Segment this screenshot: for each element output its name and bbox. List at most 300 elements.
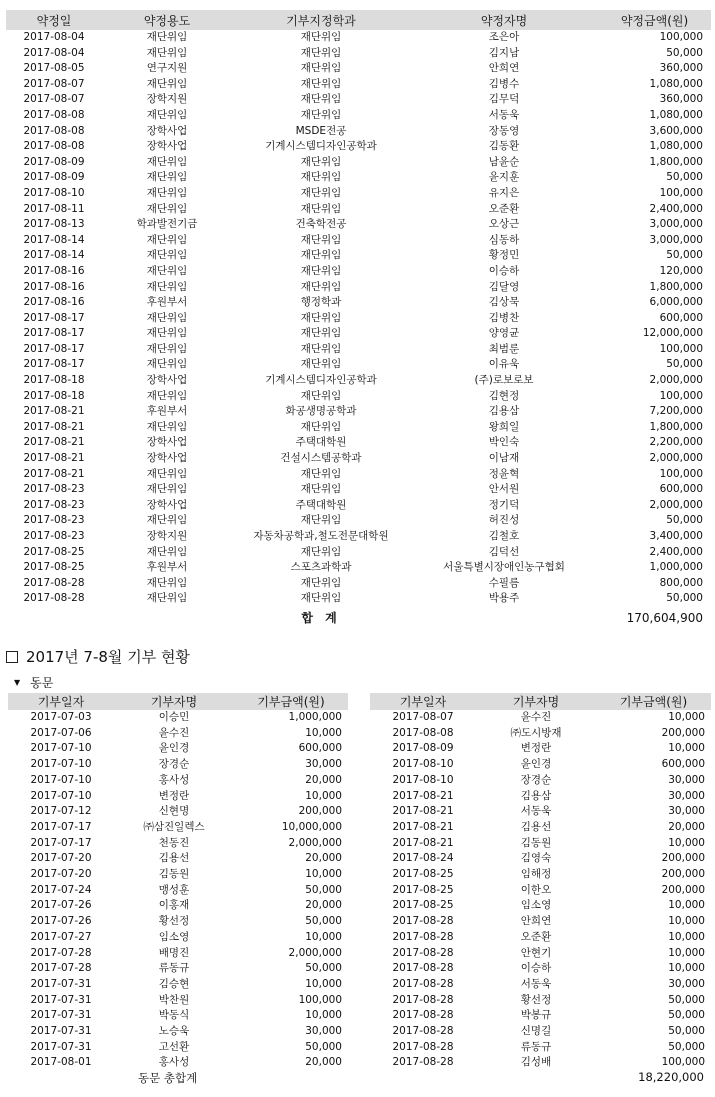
donation-date-cell: 2017-08-10 bbox=[392, 758, 454, 771]
pledge-purpose-cell: 재단위임 bbox=[146, 545, 188, 558]
table-row bbox=[8, 977, 348, 993]
table-row bbox=[6, 435, 711, 451]
pledge-amount-cell: 1,080,000 bbox=[649, 140, 703, 153]
table-row bbox=[370, 867, 711, 883]
pledge-purpose-cell: 학과발전기금 bbox=[136, 218, 198, 231]
table-row bbox=[370, 836, 711, 852]
pledge-total-value: 170,604,900 bbox=[626, 610, 703, 625]
pledge-purpose-cell: 장학사업 bbox=[146, 140, 188, 153]
table-row bbox=[8, 914, 348, 930]
pledge-purpose-cell: 재단위임 bbox=[146, 233, 188, 246]
table-row bbox=[6, 295, 711, 311]
designated-dept-cell: 재단위임 bbox=[300, 62, 342, 75]
donor-name-cell: 김동원 bbox=[158, 868, 190, 881]
donation-date-cell: 2017-08-25 bbox=[392, 899, 454, 912]
donor-name-cell: 오준환 bbox=[520, 930, 552, 943]
table-row bbox=[370, 946, 711, 962]
donor-name-cell: 박봉규 bbox=[520, 1009, 552, 1022]
designated-dept-cell: 재단위임 bbox=[300, 233, 342, 246]
pledge-date-cell: 2017-08-28 bbox=[23, 576, 85, 589]
table-row bbox=[6, 451, 711, 467]
total-spacer bbox=[410, 607, 598, 629]
pledge-date-cell: 2017-08-07 bbox=[23, 77, 85, 90]
pledge-purpose-cell: 장학지원 bbox=[146, 93, 188, 106]
pledger-name-cell: 김무덕 bbox=[488, 93, 520, 106]
donor-name-cell: 박찬원 bbox=[158, 993, 190, 1006]
designated-dept-cell: 행정학과 bbox=[300, 296, 342, 309]
table-row bbox=[8, 898, 348, 914]
donor-name-cell: 김성배 bbox=[520, 1056, 552, 1069]
donor-name-cell: 김승현 bbox=[158, 977, 190, 990]
designated-dept-cell: MSDE전공 bbox=[295, 124, 347, 137]
total-spacer bbox=[6, 607, 102, 629]
donation-date-cell: 2017-08-28 bbox=[392, 1025, 454, 1038]
table-row bbox=[370, 710, 711, 726]
donation-date-cell: 2017-07-10 bbox=[30, 758, 92, 771]
donation-amount-cell: 30,000 bbox=[668, 805, 705, 818]
pledger-name-cell: 윤지훈 bbox=[488, 171, 520, 184]
donation-date-cell: 2017-08-21 bbox=[392, 820, 454, 833]
sub-heading bbox=[14, 674, 53, 691]
donation-date-cell: 2017-07-06 bbox=[30, 726, 92, 739]
pledge-purpose-cell: 재단위임 bbox=[146, 171, 188, 184]
table-row bbox=[8, 883, 348, 899]
designated-dept-cell: 재단위임 bbox=[300, 389, 342, 402]
pledge-purpose-cell: 재단위임 bbox=[146, 46, 188, 59]
pledge-date-cell: 2017-08-18 bbox=[23, 374, 85, 387]
donation-date-cell: 2017-08-10 bbox=[392, 773, 454, 786]
donation-amount-cell: 50,000 bbox=[305, 1040, 342, 1053]
donation-amount-cell: 10,000 bbox=[305, 868, 342, 881]
pledge-purpose-cell: 재단위임 bbox=[146, 31, 188, 43]
table-row bbox=[8, 757, 348, 773]
pledge-date-cell: 2017-08-16 bbox=[23, 264, 85, 277]
pledger-name-cell: 이남재 bbox=[488, 452, 520, 465]
donor-name-cell: 윤수진 bbox=[158, 726, 190, 739]
donor-name-cell: ㈜삼진일렉스 bbox=[143, 820, 205, 833]
pledge-purpose-cell: 재단위임 bbox=[146, 280, 188, 293]
donor-name-cell: 류동규 bbox=[520, 1040, 552, 1053]
donor-name-cell: 이한오 bbox=[520, 883, 552, 896]
pledge-purpose-cell: 재단위임 bbox=[146, 155, 188, 168]
table-row bbox=[8, 804, 348, 820]
header-donor-name: 기부자명 bbox=[476, 693, 596, 710]
donation-amount-cell: 30,000 bbox=[668, 789, 705, 802]
designated-dept-cell: 재단위임 bbox=[300, 545, 342, 558]
table-row bbox=[6, 217, 711, 233]
pledge-purpose-cell: 재단위임 bbox=[146, 249, 188, 262]
pledge-amount-cell: 3,400,000 bbox=[649, 530, 703, 542]
pledger-name-cell: 박용주 bbox=[488, 592, 520, 605]
table-row bbox=[8, 726, 348, 742]
table-row bbox=[8, 836, 348, 852]
header-designated-dept: 기부지정학과 bbox=[232, 10, 410, 30]
pledger-name-cell: 서울특별시장애인농구협회 bbox=[443, 561, 565, 574]
designated-dept-cell: 재단위임 bbox=[300, 514, 342, 527]
pledger-name-cell: 이승하 bbox=[488, 264, 520, 277]
donation-amount-cell: 10,000 bbox=[668, 915, 705, 928]
pledge-amount-cell: 1,080,000 bbox=[649, 108, 703, 121]
pledge-amount-cell: 2,000,000 bbox=[649, 374, 703, 387]
donation-amount-cell: 200,000 bbox=[661, 852, 705, 865]
pledge-amount-cell: 50,000 bbox=[666, 358, 703, 371]
table-row bbox=[6, 30, 711, 46]
pledge-date-cell: 2017-08-23 bbox=[23, 514, 85, 527]
pledger-name-cell: 김용삼 bbox=[488, 405, 520, 418]
pledge-purpose-cell: 후원부서 bbox=[146, 405, 188, 418]
pledge-date-cell: 2017-08-09 bbox=[23, 155, 85, 168]
donor-name-cell: 홍사성 bbox=[158, 1056, 190, 1069]
donation-date-cell: 2017-08-28 bbox=[392, 1040, 454, 1053]
pledger-name-cell: 오상근 bbox=[488, 218, 520, 231]
header-donation-amount: 기부금액(원) bbox=[234, 693, 348, 710]
pledge-date-cell: 2017-08-23 bbox=[23, 498, 85, 511]
pledge-date-cell: 2017-08-17 bbox=[23, 358, 85, 371]
table-row bbox=[6, 155, 711, 171]
table-row bbox=[8, 851, 348, 867]
pledge-purpose-cell: 재단위임 bbox=[146, 483, 188, 496]
pledger-name-cell: 정기덕 bbox=[488, 498, 520, 511]
pledge-date-cell: 2017-08-10 bbox=[23, 186, 85, 199]
pledge-date-cell: 2017-08-08 bbox=[23, 124, 85, 137]
designated-dept-cell: 재단위임 bbox=[300, 483, 342, 496]
pledge-date-cell: 2017-08-14 bbox=[23, 249, 85, 262]
pledge-purpose-cell: 장학지원 bbox=[146, 530, 188, 542]
pledge-purpose-cell: 재단위임 bbox=[146, 108, 188, 121]
pledge-amount-cell: 100,000 bbox=[659, 389, 703, 402]
pledge-date-cell: 2017-08-18 bbox=[23, 389, 85, 402]
donor-name-cell: 박동식 bbox=[158, 1009, 190, 1022]
donation-date-cell: 2017-07-31 bbox=[30, 1025, 92, 1038]
pledger-name-cell: 서동욱 bbox=[488, 108, 520, 121]
pledge-amount-cell: 50,000 bbox=[666, 514, 703, 527]
table-row bbox=[6, 202, 711, 218]
designated-dept-cell: 재단위임 bbox=[300, 327, 342, 340]
table-row bbox=[6, 124, 711, 140]
donor-name-cell: 변정란 bbox=[158, 789, 190, 802]
pledge-purpose-cell: 재단위임 bbox=[146, 186, 188, 199]
header-donation-date: 기부일자 bbox=[8, 693, 114, 710]
pledge-amount-cell: 600,000 bbox=[659, 311, 703, 324]
pledger-name-cell: (주)로보로보 bbox=[474, 374, 534, 387]
pledge-amount-cell: 100,000 bbox=[659, 186, 703, 199]
designated-dept-cell: 재단위임 bbox=[300, 576, 342, 589]
designated-dept-cell: 스포츠과학과 bbox=[290, 561, 352, 574]
table-row bbox=[370, 977, 711, 993]
table-row bbox=[370, 993, 711, 1009]
table-row bbox=[8, 1008, 348, 1024]
donor-name-cell: 노승욱 bbox=[158, 1025, 190, 1038]
donation-date-cell: 2017-08-21 bbox=[392, 805, 454, 818]
donation-amount-cell: 600,000 bbox=[298, 742, 342, 755]
donation-amount-cell: 20,000 bbox=[305, 773, 342, 786]
donation-date-cell: 2017-08-28 bbox=[392, 993, 454, 1006]
donation-amount-cell: 50,000 bbox=[305, 883, 342, 896]
pledger-name-cell: 심동하 bbox=[488, 233, 520, 246]
designated-dept-cell: 재단위임 bbox=[300, 420, 342, 433]
pledge-purpose-cell: 재단위임 bbox=[146, 576, 188, 589]
donor-name-cell: 서동욱 bbox=[520, 977, 552, 990]
designated-dept-cell: 화공생명공학과 bbox=[285, 405, 357, 418]
pledger-name-cell: 유지은 bbox=[488, 186, 520, 199]
table-row bbox=[6, 77, 711, 93]
pledge-purpose-cell: 장학사업 bbox=[146, 452, 188, 465]
donor-name-cell: 변정란 bbox=[520, 742, 552, 755]
pledger-name-cell: 안서원 bbox=[488, 483, 520, 496]
pledge-date-cell: 2017-08-25 bbox=[23, 561, 85, 574]
donation-date-cell: 2017-07-10 bbox=[30, 773, 92, 786]
donation-date-cell: 2017-08-21 bbox=[392, 836, 454, 849]
pledge-amount-cell: 800,000 bbox=[659, 576, 703, 589]
table-row bbox=[6, 311, 711, 327]
pledge-date-cell: 2017-08-21 bbox=[23, 436, 85, 449]
donor-name-cell: 김용선 bbox=[520, 820, 552, 833]
pledge-amount-cell: 6,000,000 bbox=[649, 296, 703, 309]
table-row bbox=[6, 186, 711, 202]
table-row bbox=[370, 726, 711, 742]
donor-name-cell: 고선환 bbox=[158, 1040, 190, 1053]
table-row bbox=[370, 1024, 711, 1040]
donor-name-cell: 장경순 bbox=[520, 773, 552, 786]
pledge-amount-cell: 2,400,000 bbox=[649, 545, 703, 558]
pledger-name-cell: 수필름 bbox=[488, 576, 520, 589]
table-row bbox=[6, 46, 711, 62]
pledger-name-cell: 안희연 bbox=[488, 62, 520, 75]
total-spacer bbox=[102, 607, 232, 629]
donation-date-cell: 2017-07-20 bbox=[30, 868, 92, 881]
designated-dept-cell: 재단위임 bbox=[300, 155, 342, 168]
donation-amount-cell: 10,000 bbox=[668, 711, 705, 723]
table-row bbox=[6, 576, 711, 592]
pledge-amount-cell: 7,200,000 bbox=[649, 405, 703, 418]
donation-header-row bbox=[370, 693, 711, 710]
designated-dept-cell: 재단위임 bbox=[300, 264, 342, 277]
donation-amount-cell: 200,000 bbox=[298, 805, 342, 818]
donor-name-cell: 이승하 bbox=[520, 962, 552, 975]
donor-name-cell: 홍사성 bbox=[158, 773, 190, 786]
table-row bbox=[6, 342, 711, 358]
table-row bbox=[370, 757, 711, 773]
table-row bbox=[6, 108, 711, 124]
table-row bbox=[6, 170, 711, 186]
donation-date-cell: 2017-07-26 bbox=[30, 899, 92, 912]
donor-name-cell: 배명진 bbox=[158, 946, 190, 959]
pledge-amount-cell: 1,800,000 bbox=[649, 280, 703, 293]
donation-date-cell: 2017-07-03 bbox=[30, 711, 92, 723]
pledge-date-cell: 2017-08-05 bbox=[23, 62, 85, 75]
pledge-purpose-cell: 재단위임 bbox=[146, 514, 188, 527]
donation-date-cell: 2017-07-20 bbox=[30, 852, 92, 865]
designated-dept-cell: 재단위임 bbox=[300, 592, 342, 605]
pledge-date-cell: 2017-08-04 bbox=[23, 46, 85, 59]
header-pledger-name: 약정자명 bbox=[410, 10, 598, 30]
donation-amount-cell: 200,000 bbox=[661, 726, 705, 739]
donation-date-cell: 2017-07-31 bbox=[30, 977, 92, 990]
table-row bbox=[370, 883, 711, 899]
pledger-name-cell: 김덕선 bbox=[488, 545, 520, 558]
table-row bbox=[8, 741, 348, 757]
section-title: 2017년 7-8월 기부 현황 bbox=[26, 648, 190, 666]
pledger-name-cell: 황정민 bbox=[488, 249, 520, 262]
table-row bbox=[370, 804, 711, 820]
donor-name-cell: 서동욱 bbox=[520, 805, 552, 818]
pledge-date-cell: 2017-08-23 bbox=[23, 483, 85, 496]
pledger-name-cell: 정윤혁 bbox=[488, 467, 520, 480]
table-row bbox=[6, 61, 711, 77]
donation-amount-cell: 30,000 bbox=[668, 773, 705, 786]
pledge-table bbox=[6, 10, 711, 629]
pledge-amount-cell: 1,800,000 bbox=[649, 155, 703, 168]
designated-dept-cell: 주택대학원 bbox=[295, 436, 347, 449]
pledge-amount-cell: 360,000 bbox=[659, 62, 703, 75]
designated-dept-cell: 재단위임 bbox=[300, 280, 342, 293]
donation-date-cell: 2017-08-08 bbox=[392, 726, 454, 739]
donation-amount-cell: 50,000 bbox=[305, 915, 342, 928]
header-donation-date: 기부일자 bbox=[370, 693, 476, 710]
designated-dept-cell: 재단위임 bbox=[300, 358, 342, 371]
donation-amount-cell: 50,000 bbox=[668, 1009, 705, 1022]
pledge-date-cell: 2017-08-14 bbox=[23, 233, 85, 246]
table-row bbox=[6, 420, 711, 436]
designated-dept-cell: 재단위임 bbox=[300, 342, 342, 355]
pledger-name-cell: 김지남 bbox=[488, 46, 520, 59]
donation-date-cell: 2017-07-17 bbox=[30, 820, 92, 833]
donation-date-cell: 2017-08-25 bbox=[392, 883, 454, 896]
table-row bbox=[6, 545, 711, 561]
donor-name-cell: 윤수진 bbox=[520, 711, 552, 723]
donation-date-cell: 2017-08-28 bbox=[392, 1009, 454, 1022]
pledge-amount-cell: 600,000 bbox=[659, 483, 703, 496]
pledge-amount-cell: 1,080,000 bbox=[649, 77, 703, 90]
donor-name-cell: 신명길 bbox=[520, 1025, 552, 1038]
donation-date-cell: 2017-07-31 bbox=[30, 1040, 92, 1053]
pledge-purpose-cell: 연구지원 bbox=[146, 62, 188, 75]
table-row bbox=[370, 741, 711, 757]
alumni-total-label: 동문 총합계 bbox=[138, 1071, 198, 1085]
table-row bbox=[6, 529, 711, 545]
donation-amount-cell: 50,000 bbox=[668, 1025, 705, 1038]
donor-name-cell: 류동규 bbox=[158, 962, 190, 975]
donation-amount-cell: 10,000,000 bbox=[281, 820, 342, 833]
donor-name-cell: 신현명 bbox=[158, 805, 190, 818]
table-row bbox=[370, 961, 711, 977]
donation-amount-cell: 10,000 bbox=[305, 726, 342, 739]
donation-amount-cell: 10,000 bbox=[305, 789, 342, 802]
pledge-amount-cell: 100,000 bbox=[659, 31, 703, 43]
pledger-name-cell: 박인숙 bbox=[488, 436, 520, 449]
donation-amount-cell: 10,000 bbox=[668, 742, 705, 755]
donation-date-cell: 2017-08-24 bbox=[392, 852, 454, 865]
donor-name-cell: 김용선 bbox=[158, 852, 190, 865]
pledge-date-cell: 2017-08-09 bbox=[23, 171, 85, 184]
donation-amount-cell: 10,000 bbox=[668, 836, 705, 849]
donation-date-cell: 2017-08-28 bbox=[392, 962, 454, 975]
table-row bbox=[6, 404, 711, 420]
donation-date-cell: 2017-07-10 bbox=[30, 742, 92, 755]
pledge-purpose-cell: 재단위임 bbox=[146, 264, 188, 277]
pledger-name-cell: 김철호 bbox=[488, 530, 520, 542]
table-row bbox=[8, 820, 348, 836]
donation-amount-cell: 20,000 bbox=[668, 820, 705, 833]
donor-name-cell: 김동원 bbox=[520, 836, 552, 849]
pledge-amount-cell: 12,000,000 bbox=[642, 327, 703, 340]
table-row bbox=[370, 1008, 711, 1024]
donation-amount-cell: 2,000,000 bbox=[288, 946, 342, 959]
pledge-date-cell: 2017-08-17 bbox=[23, 327, 85, 340]
donation-date-cell: 2017-07-31 bbox=[30, 993, 92, 1006]
donation-date-cell: 2017-08-25 bbox=[392, 868, 454, 881]
donation-date-cell: 2017-07-26 bbox=[30, 915, 92, 928]
pledge-date-cell: 2017-08-21 bbox=[23, 452, 85, 465]
table-row bbox=[8, 946, 348, 962]
table-row bbox=[6, 560, 711, 576]
donation-amount-cell: 30,000 bbox=[305, 758, 342, 771]
pledger-name-cell: 허진성 bbox=[488, 514, 520, 527]
donor-name-cell: 임소영 bbox=[520, 899, 552, 912]
header-donor-name: 기부자명 bbox=[114, 693, 234, 710]
donor-name-cell: 안현기 bbox=[520, 946, 552, 959]
pledge-date-cell: 2017-08-21 bbox=[23, 467, 85, 480]
pledge-date-cell: 2017-08-16 bbox=[23, 296, 85, 309]
pledge-date-cell: 2017-08-25 bbox=[23, 545, 85, 558]
header-donation-amount: 기부금액(원) bbox=[596, 693, 711, 710]
donor-name-cell: 이홍재 bbox=[158, 899, 190, 912]
pledge-amount-cell: 2,200,000 bbox=[649, 436, 703, 449]
table-row bbox=[6, 389, 711, 405]
pledge-date-cell: 2017-08-21 bbox=[23, 420, 85, 433]
pledge-amount-cell: 2,000,000 bbox=[649, 498, 703, 511]
pledge-total-row bbox=[6, 607, 711, 629]
designated-dept-cell: 재단위임 bbox=[300, 311, 342, 324]
designated-dept-cell: 재단위임 bbox=[300, 77, 342, 90]
donation-amount-cell: 100,000 bbox=[298, 993, 342, 1006]
donation-amount-cell: 1,000,000 bbox=[288, 711, 342, 723]
donation-amount-cell: 30,000 bbox=[305, 1025, 342, 1038]
donor-name-cell: 임해정 bbox=[520, 868, 552, 881]
donor-name-cell: 윤인경 bbox=[158, 742, 190, 755]
donation-date-cell: 2017-08-09 bbox=[392, 742, 454, 755]
donation-date-cell: 2017-08-28 bbox=[392, 1056, 454, 1069]
pledge-amount-cell: 1,800,000 bbox=[649, 420, 703, 433]
donor-name-cell: 윤인경 bbox=[520, 758, 552, 771]
donation-amount-cell: 100,000 bbox=[661, 1056, 705, 1069]
pledge-date-cell: 2017-08-23 bbox=[23, 530, 85, 542]
pledger-name-cell: 조은아 bbox=[488, 31, 520, 43]
header-pledge-amount: 약정금액(원) bbox=[598, 10, 711, 30]
alumni-donation-table-left bbox=[8, 693, 348, 1071]
pledge-purpose-cell: 재단위임 bbox=[146, 202, 188, 215]
pledge-amount-cell: 50,000 bbox=[666, 592, 703, 605]
pledger-name-cell: 김병수 bbox=[488, 77, 520, 90]
donation-date-cell: 2017-08-01 bbox=[30, 1056, 92, 1069]
table-row bbox=[370, 930, 711, 946]
table-row bbox=[370, 914, 711, 930]
pledge-amount-cell: 50,000 bbox=[666, 249, 703, 262]
table-row bbox=[8, 773, 348, 789]
donation-amount-cell: 30,000 bbox=[668, 977, 705, 990]
pledge-purpose-cell: 장학사업 bbox=[146, 498, 188, 511]
pledge-date-cell: 2017-08-17 bbox=[23, 311, 85, 324]
designated-dept-cell: 건설시스템공학과 bbox=[280, 452, 362, 465]
donation-amount-cell: 10,000 bbox=[668, 899, 705, 912]
donation-amount-cell: 200,000 bbox=[661, 883, 705, 896]
pledger-name-cell: 최범룬 bbox=[488, 342, 520, 355]
table-row bbox=[370, 851, 711, 867]
donation-amount-cell: 50,000 bbox=[668, 993, 705, 1006]
pledge-date-cell: 2017-08-04 bbox=[23, 31, 85, 43]
pledge-amount-cell: 2,000,000 bbox=[649, 452, 703, 465]
designated-dept-cell: 재단위임 bbox=[300, 31, 342, 43]
